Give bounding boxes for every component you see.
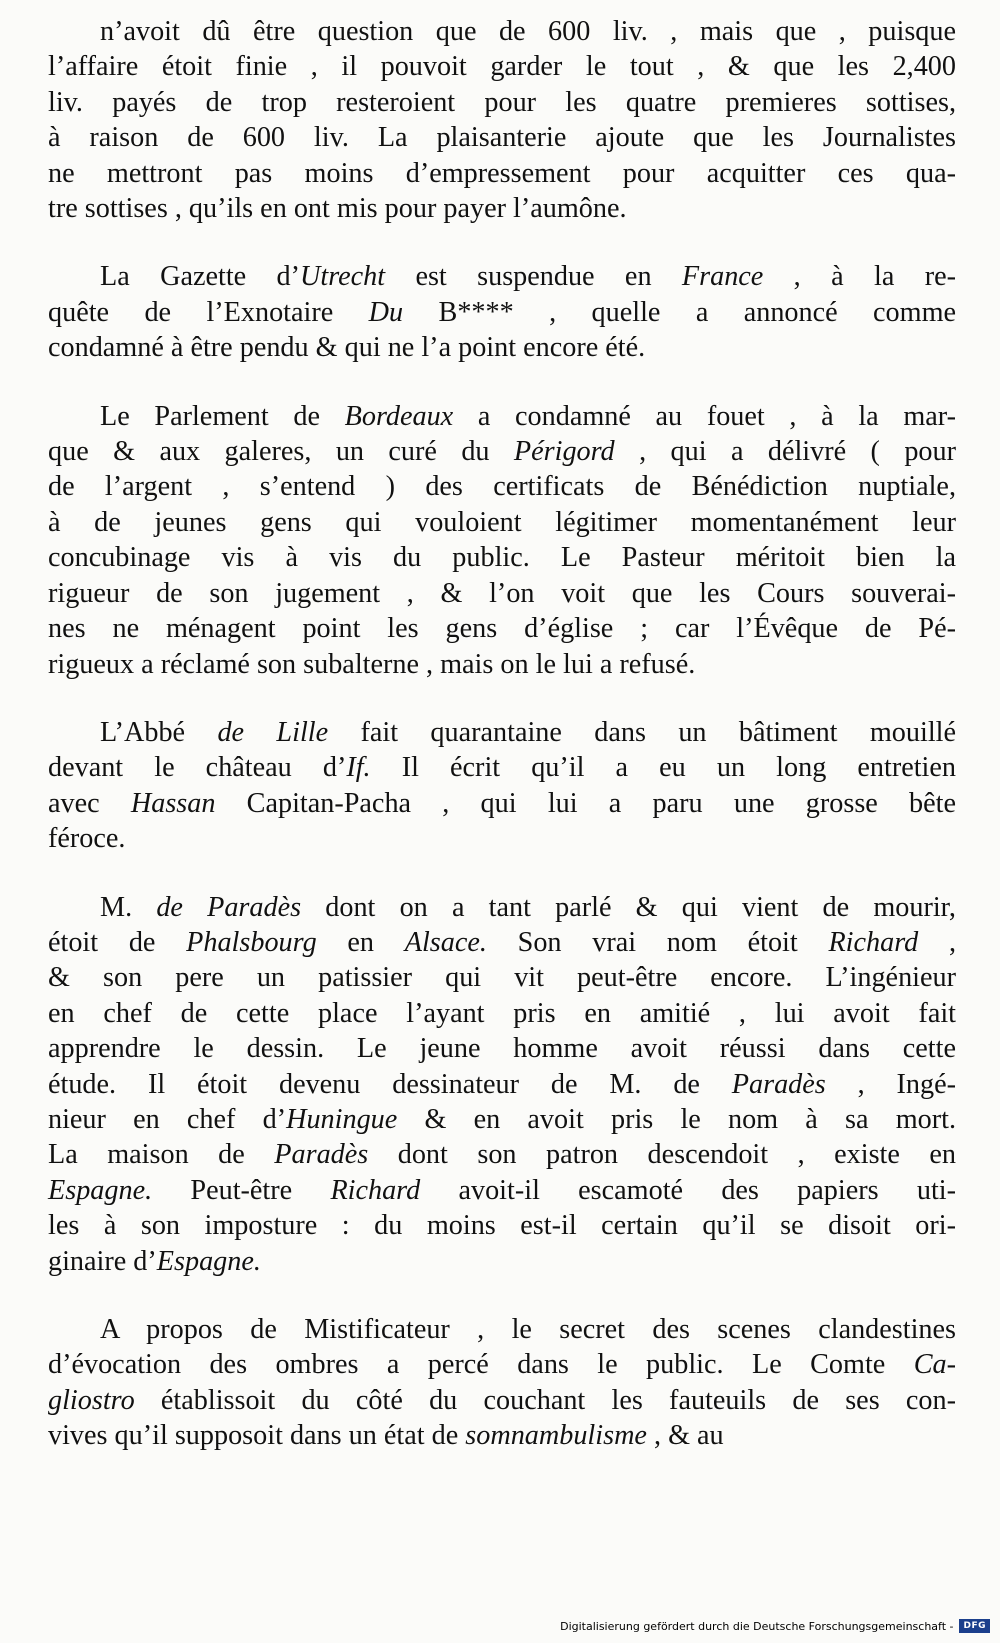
text-run: , (918, 926, 956, 958)
italic-text: Du (368, 296, 404, 328)
text-run: , & au (646, 1420, 724, 1452)
text-run: à raison de 600 liv. La plaisanterie ajoute que les Journalistes (48, 122, 956, 154)
text-line (48, 996, 956, 1031)
text-line (48, 786, 956, 821)
italic-text: Alsace. (404, 926, 487, 958)
text-line (48, 120, 956, 155)
italic-text: gliostro (48, 1384, 135, 1416)
text-run: les à son imposture : du moins est-il certain qu’il se disoit ori- (48, 1210, 956, 1242)
text-line (48, 576, 956, 611)
text-line (48, 505, 956, 540)
italic-text: France (681, 261, 764, 293)
text-line (48, 191, 956, 226)
text-line (48, 821, 956, 856)
italic-text: Paradès (274, 1139, 369, 1171)
italic-text: Phalsbourg (186, 926, 317, 958)
text-line (48, 49, 956, 84)
text-line (48, 295, 956, 330)
text-run: en chef de cette place l’ayant pris en amitié , lui avoit fait (48, 997, 956, 1029)
italic-text: Utrecht (300, 261, 386, 293)
text-line (48, 330, 956, 365)
text-run: étude. Il étoit devenu dessinateur de M. de (48, 1068, 732, 1100)
text-run: d’évocation des ombres a percé dans le public. Le Comte (48, 1349, 914, 1381)
text-run: tre sottises , qu’ils en ont mis pour payer l’aumône. (48, 193, 627, 225)
text-run: concubinage vis à vis du public. Le Pasteur méritoit bien la (48, 542, 956, 574)
text-run: apprendre le dessin. Le jeune homme avoit réussi dans cette (48, 1033, 956, 1065)
text-run: rigueur de son jugement , & l’on voit que les Cours souverai- (48, 577, 956, 609)
text-line (48, 1102, 956, 1137)
text-run: nes ne ménagent point les gens d’église ; car l’Évêque de Pé- (48, 613, 956, 645)
text-run: à de jeunes gens qui vouloient légitimer momentanément leur (48, 506, 956, 538)
text-run: établissoit du côté du couchant les fauteuils de ses con- (134, 1384, 956, 1416)
text-line (48, 540, 956, 575)
text-line (48, 14, 956, 49)
text-run: A propos de Mistificateur , le secret des scenes clandestines (100, 1314, 956, 1345)
paragraph (48, 1312, 956, 1454)
italic-text: Richard (330, 1174, 421, 1206)
text-run: quête de l’Exnotaire (48, 296, 369, 328)
text-line (48, 1418, 956, 1453)
text-run: vives qu’il supposoit dans un état de (48, 1420, 466, 1452)
italic-text: Hassan (130, 787, 216, 819)
text-line (48, 890, 956, 925)
text-line (48, 715, 956, 750)
dfg-logo: DFG (959, 1619, 990, 1633)
text-line (48, 1208, 956, 1243)
text-run: & en avoit pris le nom à sa mort. (397, 1103, 956, 1135)
italic-text: Espagne. (48, 1174, 153, 1206)
text-run: Capitan-Pacha , qui lui a paru une grosse bête (215, 787, 956, 819)
italic-text: Ca- (913, 1349, 956, 1381)
text-run: M. (100, 891, 157, 923)
text-line (48, 85, 956, 120)
text-run: avoit-il escamoté des papiers uti- (420, 1174, 956, 1206)
body-text (48, 14, 956, 1454)
text-run: étoit de (48, 926, 187, 958)
credit-text: Digitalisierung gefördert durch die Deutsche Forschungsgemeinschaft - (560, 1619, 954, 1633)
text-line (48, 925, 956, 960)
text-run: fait quarantaine dans un bâtiment mouillé (328, 716, 956, 748)
text-line (48, 647, 956, 682)
text-line (48, 1067, 956, 1102)
text-line (48, 750, 956, 785)
paragraph (48, 259, 956, 365)
text-line (48, 434, 956, 469)
text-line (48, 469, 956, 504)
text-run: a condamné au fouet , à la mar- (453, 400, 956, 432)
italic-text: de Lille (217, 716, 329, 748)
text-run: dont on a tant parlé & qui vient de mourir, (301, 891, 956, 923)
text-run: L’Abbé (100, 716, 218, 748)
text-run: , à la re- (763, 261, 956, 293)
italic-text: Paradès (731, 1068, 826, 1100)
text-run: avec (48, 787, 131, 819)
text-run: rigueux a réclamé son subalterne , mais on le lui a refusé. (48, 648, 696, 680)
text-line (48, 1244, 956, 1279)
text-run: dont son patron descendoit , existe en (368, 1139, 956, 1171)
text-run: Il écrit qu’il a eu un long entretien (370, 752, 956, 784)
text-line (48, 399, 956, 434)
text-line (48, 1312, 956, 1347)
text-run: condamné à être pendu & qui ne l’a point encore été. (48, 332, 646, 364)
text-run: l’affaire étoit finie , il pouvoit garder le tout , & que les 2,400 (48, 51, 956, 83)
text-run: , qui a délivré ( pour (614, 436, 956, 468)
text-run: féroce. (48, 823, 126, 855)
text-run: devant le château d’ (48, 752, 347, 784)
text-run: que & aux galeres, un curé du (48, 436, 514, 468)
paragraph (48, 715, 956, 857)
text-line (48, 156, 956, 191)
text-run: Peut-être (152, 1174, 331, 1206)
italic-text: Espagne. (156, 1245, 261, 1277)
italic-text: Périgord (513, 436, 615, 468)
text-line (48, 1031, 956, 1066)
text-run: Son vrai nom étoit (486, 926, 829, 958)
text-run: Le Parlement de (100, 400, 345, 432)
text-run: nieur en chef d’ (48, 1103, 287, 1135)
text-line (48, 611, 956, 646)
paragraph (48, 14, 956, 226)
text-run: & son pere un patissier qui vit peut-être encore. L’ingénieur (48, 962, 956, 994)
paragraph (48, 890, 956, 1279)
text-line (48, 1137, 956, 1172)
text-run: B**** , quelle a annoncé comme (403, 296, 957, 328)
text-run: ne mettront pas moins d’empressement pour acquitter ces qua- (48, 157, 956, 189)
italic-text: de Paradès (156, 891, 302, 923)
italic-text: Richard (828, 926, 919, 958)
text-run: de l’argent , s’entend ) des certificats de Bénédiction nuptiale, (48, 471, 956, 503)
italic-text: somnambulisme (465, 1420, 647, 1452)
text-run: La Gazette d’ (100, 261, 301, 293)
text-line (48, 1347, 956, 1382)
text-run: est suspendue en (385, 261, 682, 293)
text-run: liv. payés de trop resteroient pour les quatre premieres sottises, (48, 86, 956, 118)
italic-text: Bordeaux (344, 400, 454, 432)
text-run: , Ingé- (825, 1068, 956, 1100)
text-run: La maison de (48, 1139, 275, 1171)
text-line (48, 1383, 956, 1418)
text-run: n’avoit dû être question que de 600 liv. , mais que , puisque (100, 16, 956, 47)
italic-text: If. (346, 752, 371, 784)
text-run: en (316, 926, 405, 958)
text-line (48, 259, 956, 294)
text-run: ginaire d’ (48, 1245, 157, 1277)
italic-text: Huningue (286, 1103, 398, 1135)
digitization-credit (560, 1615, 990, 1637)
text-line (48, 1173, 956, 1208)
paragraph (48, 399, 956, 682)
text-line (48, 960, 956, 995)
